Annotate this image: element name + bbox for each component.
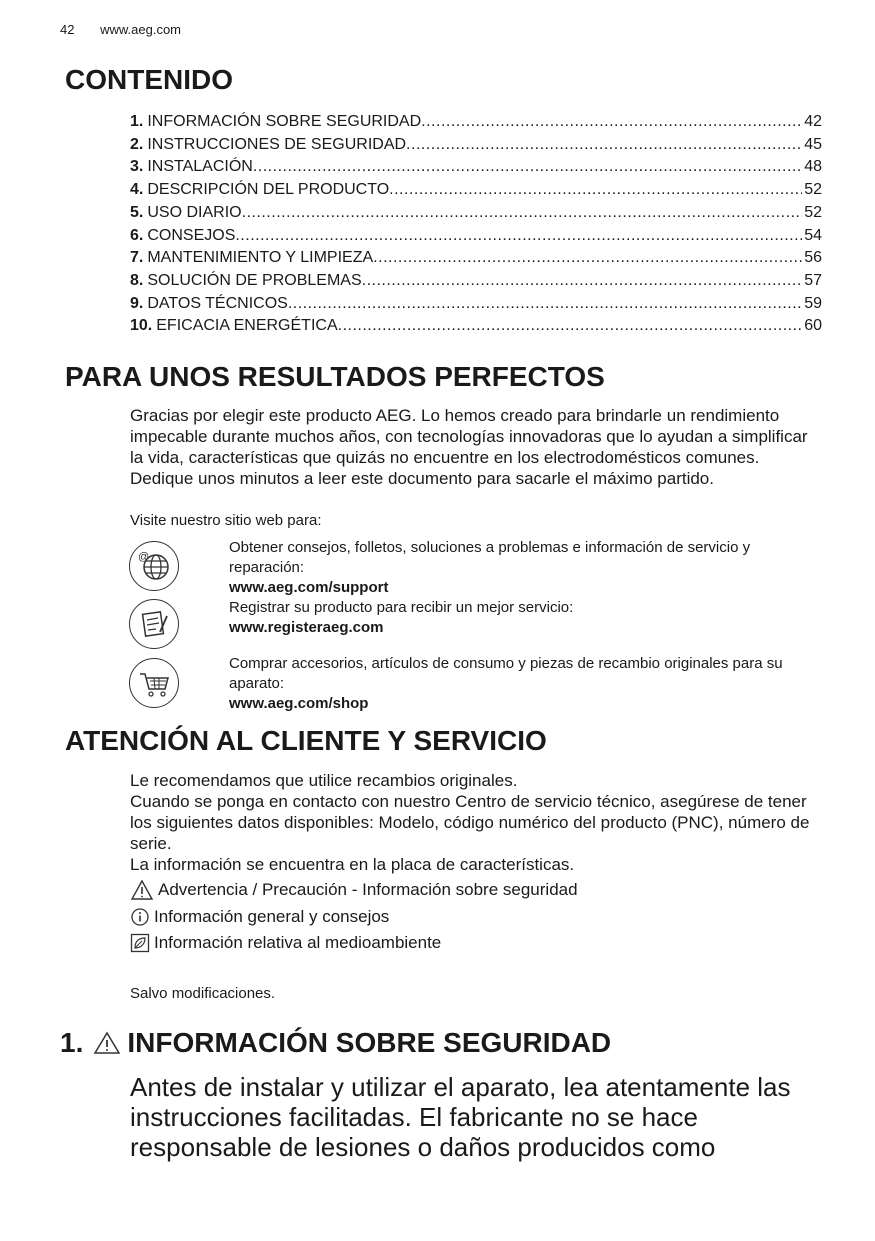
shop-link[interactable]: www.aeg.com/shop (229, 695, 369, 712)
service-support: Obtener consejos, folletos, soluciones a problemas e información de servicio y reparación: www.aeg.com/support (229, 538, 819, 598)
section-title-perfectos: PARA UNOS RESULTADOS PERFECTOS (65, 361, 605, 392)
support-link[interactable]: www.aeg.com/support (229, 579, 389, 596)
customer-service-text: Le recomendamos que utilice recambios originales. Cuando se ponga en contacto con nuestro Centro de servicio técnico, asegúrese de tener los siguientes datos disponibles: Modelo, código numérico del producto (PNC), número de serie. La información se encuentra en la placa de características. (130, 771, 810, 874)
service-register: Registrar su producto para recibir un mejor servicio: www.registeraeg.com (229, 598, 819, 638)
section-title-safety (60, 1027, 611, 1059)
leaf-icon (130, 933, 150, 953)
toc-item[interactable]: 1. INFORMACIÓN SOBRE SEGURIDAD ..... 42 (130, 111, 822, 134)
modifications-note: Salvo modificaciones. (130, 985, 276, 1002)
legend-warning: Advertencia / Precaución - Información sobre seguridad (130, 879, 578, 901)
page-number: 42 (60, 22, 75, 37)
service-shop: Comprar accesorios, artículos de consumo y piezas de recambio originales para su aparato: www.aeg.com/shop (229, 654, 819, 714)
section-number: 1. (60, 1027, 84, 1058)
info-icon (130, 907, 150, 927)
svg-text:@: @ (138, 551, 150, 563)
visit-text: Visite nuestro sitio web para: (130, 512, 322, 529)
toc-item[interactable]: 7. MANTENIMIENTO Y LIMPIEZA ..... 56 (130, 247, 822, 270)
section-title-atencion: ATENCIÓN AL CLIENTE Y SERVICIO (65, 725, 547, 756)
toc-item[interactable]: 6. CONSEJOS ..... 54 (130, 225, 822, 248)
toc-item[interactable]: 4. DESCRIPCIÓN DEL PRODUCTO ..... 52 (130, 179, 822, 202)
toc-item[interactable]: 5. USO DIARIO ..... 52 (130, 202, 822, 225)
shopping-cart-icon (129, 658, 179, 708)
contents-title: CONTENIDO (65, 64, 233, 95)
safety-title: INFORMACIÓN SOBRE SEGURIDAD (127, 1027, 612, 1058)
toc-item[interactable]: 9. DATOS TÉCNICOS ..... 59 (130, 293, 822, 316)
legend-environment: Información relativa al medioambiente (130, 933, 441, 953)
register-link[interactable]: www.registeraeg.com (229, 619, 384, 636)
intro-paragraph: Gracias por elegir este producto AEG. Lo hemos creado para brindarle un rendimiento impecable durante muchos años, con tecnologías innovadoras que lo ayudan a simplificar la vida, características que quizás no encuentre en los electrodomésticos comunes. Dedique unos minutos a leer este documento para sacarle el máximo partido. (130, 406, 808, 488)
site-url[interactable]: www.aeg.com (100, 22, 182, 37)
toc-item[interactable]: 3. INSTALACIÓN ..... 48 (130, 156, 822, 179)
web-globe-icon (129, 541, 179, 591)
register-form-icon (129, 599, 179, 649)
safety-intro-text: Antes de instalar y utilizar el aparato, lea atentamente las instrucciones facilitadas. El fabricante no se hace responsable de lesiones o daños producidos como (130, 1072, 791, 1162)
toc-item[interactable]: 10. EFICACIA ENERGÉTICA ..... 60 (130, 315, 822, 338)
legend-info: Información general y consejos (130, 907, 389, 927)
warning-triangle-icon (130, 879, 154, 901)
page-header (60, 22, 181, 37)
table-of-contents (130, 111, 822, 338)
toc-item[interactable]: 2. INSTRUCCIONES DE SEGURIDAD ..... 45 (130, 134, 822, 157)
toc-item[interactable]: 8. SOLUCIÓN DE PROBLEMAS ..... 57 (130, 270, 822, 293)
warning-triangle-icon (93, 1030, 121, 1056)
